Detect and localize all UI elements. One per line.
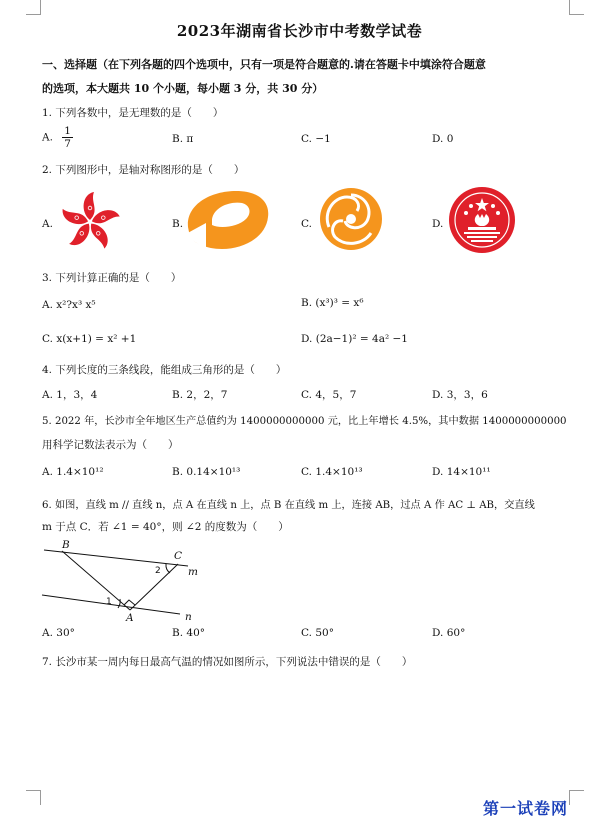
q3-option-c[interactable]: C. x(x+1) = x² +1 (42, 333, 137, 345)
q6-option-b[interactable]: B. 40° (172, 627, 206, 639)
q5-stem-line2: 用科学记数法表示为（ ） (42, 439, 179, 451)
q1-option-c[interactable]: C. −1 (301, 133, 331, 145)
q6-stem-line2: m 于点 C．若 ∠1 = 40°，则 ∠2 的度数为（ ） (42, 521, 289, 533)
q1-option-d[interactable]: D. 0 (432, 133, 454, 145)
q5-option-d[interactable]: D. 14×10¹¹ (432, 466, 491, 478)
q5-option-c[interactable]: C. 1.4×10¹³ (301, 466, 363, 478)
q3-option-a[interactable]: A. x²?x³ x⁵ (42, 299, 96, 311)
crop-mark-bottom-right (569, 790, 584, 805)
section-header-line1: 一、选择题（在下列各题的四个选项中，只有一项是符合题意的.请在答题卡中填涂符合题意 (42, 58, 486, 71)
q6-stem-line1: 6. 如图，直线 m // 直线 n，点 A 在直线 n 上，点 B 在直线 m 上，连接 AB，过点 A 作 AC ⊥ AB，交直线 (42, 500, 535, 511)
q2-option-c[interactable]: C. (301, 218, 312, 230)
label-m: m (188, 566, 198, 578)
q2-option-b[interactable]: B. (172, 218, 184, 230)
label-angle-1: 1 (106, 597, 112, 607)
section-header-line2: 的选项，本大题共 10 个小题，每小题 3 分，共 30 分） (42, 82, 324, 95)
crop-mark-bottom-left (26, 790, 41, 805)
q3-option-d[interactable]: D. (2a−1)² = 4a² −1 (301, 333, 408, 345)
q1-fraction (62, 125, 73, 150)
label-b: B (62, 539, 70, 551)
q4-option-b[interactable]: B. 2，2，7 (172, 389, 228, 401)
q4-option-d[interactable]: D. 3，3，6 (432, 389, 488, 401)
q6-geometry-figure (40, 538, 200, 624)
q1-option-a-label: A. (42, 131, 53, 144)
q1-option-b[interactable]: B. π (172, 133, 194, 145)
q5-option-b[interactable]: B. 0.14×10¹³ (172, 466, 241, 478)
orange-ring-logo-icon (184, 187, 270, 253)
right-angle-mark (124, 600, 135, 605)
phoenix-swirl-logo-icon (318, 186, 384, 252)
label-n: n (185, 611, 192, 623)
q2-option-a[interactable]: A. (42, 218, 53, 230)
q4-option-a[interactable]: A. 1，3，4 (42, 389, 98, 401)
q5-option-a[interactable]: A. 1.4×10¹² (42, 466, 104, 478)
label-angle-2: 2 (155, 566, 161, 576)
q6-option-a[interactable]: A. 30° (42, 627, 75, 639)
q3-option-b[interactable]: B. (x³)³ = x⁶ (301, 297, 364, 309)
q2-option-d[interactable]: D. (432, 218, 444, 230)
q1-option-a[interactable] (42, 125, 73, 150)
page-title: 2023年湖南省长沙市中考数学试卷 (176, 22, 423, 40)
q5-stem-line1: 5. 2022 年，长沙市全年地区生产总值约为 1400000000000 元，比上年增长 4.5%，其中数据 1400000000000 (42, 416, 567, 427)
q2-stem: 2. 下列图形中，是轴对称图形的是（ ） (42, 164, 245, 176)
macau-emblem-icon (448, 186, 516, 254)
crop-mark-top-left (26, 0, 41, 15)
q4-stem: 4. 下列长度的三条线段，能组成三角形的是（ ） (42, 364, 287, 376)
q1-stem: 1. 下列各数中，是无理数的是（ ） (42, 107, 224, 119)
footer-watermark: 第一试卷网 (483, 799, 569, 818)
q6-option-d[interactable]: D. 60° (432, 627, 466, 639)
line-m (44, 550, 188, 566)
crop-mark-top-right (569, 0, 584, 15)
q4-option-c[interactable]: C. 4，5，7 (301, 389, 357, 401)
q1-fraction-numerator: 1 (64, 125, 71, 137)
bauhinia-flower-icon (58, 190, 122, 254)
label-c: C (174, 550, 183, 562)
q3-stem: 3. 下列计算正确的是（ ） (42, 272, 182, 284)
segment-ac (130, 564, 178, 610)
q7-stem: 7. 长沙市某一周内每日最高气温的情况如图所示，下列说法中错误的是（ ） (42, 656, 413, 668)
label-a: A (126, 612, 134, 624)
q1-fraction-denominator: 7 (64, 138, 71, 150)
q6-option-c[interactable]: C. 50° (301, 627, 334, 639)
